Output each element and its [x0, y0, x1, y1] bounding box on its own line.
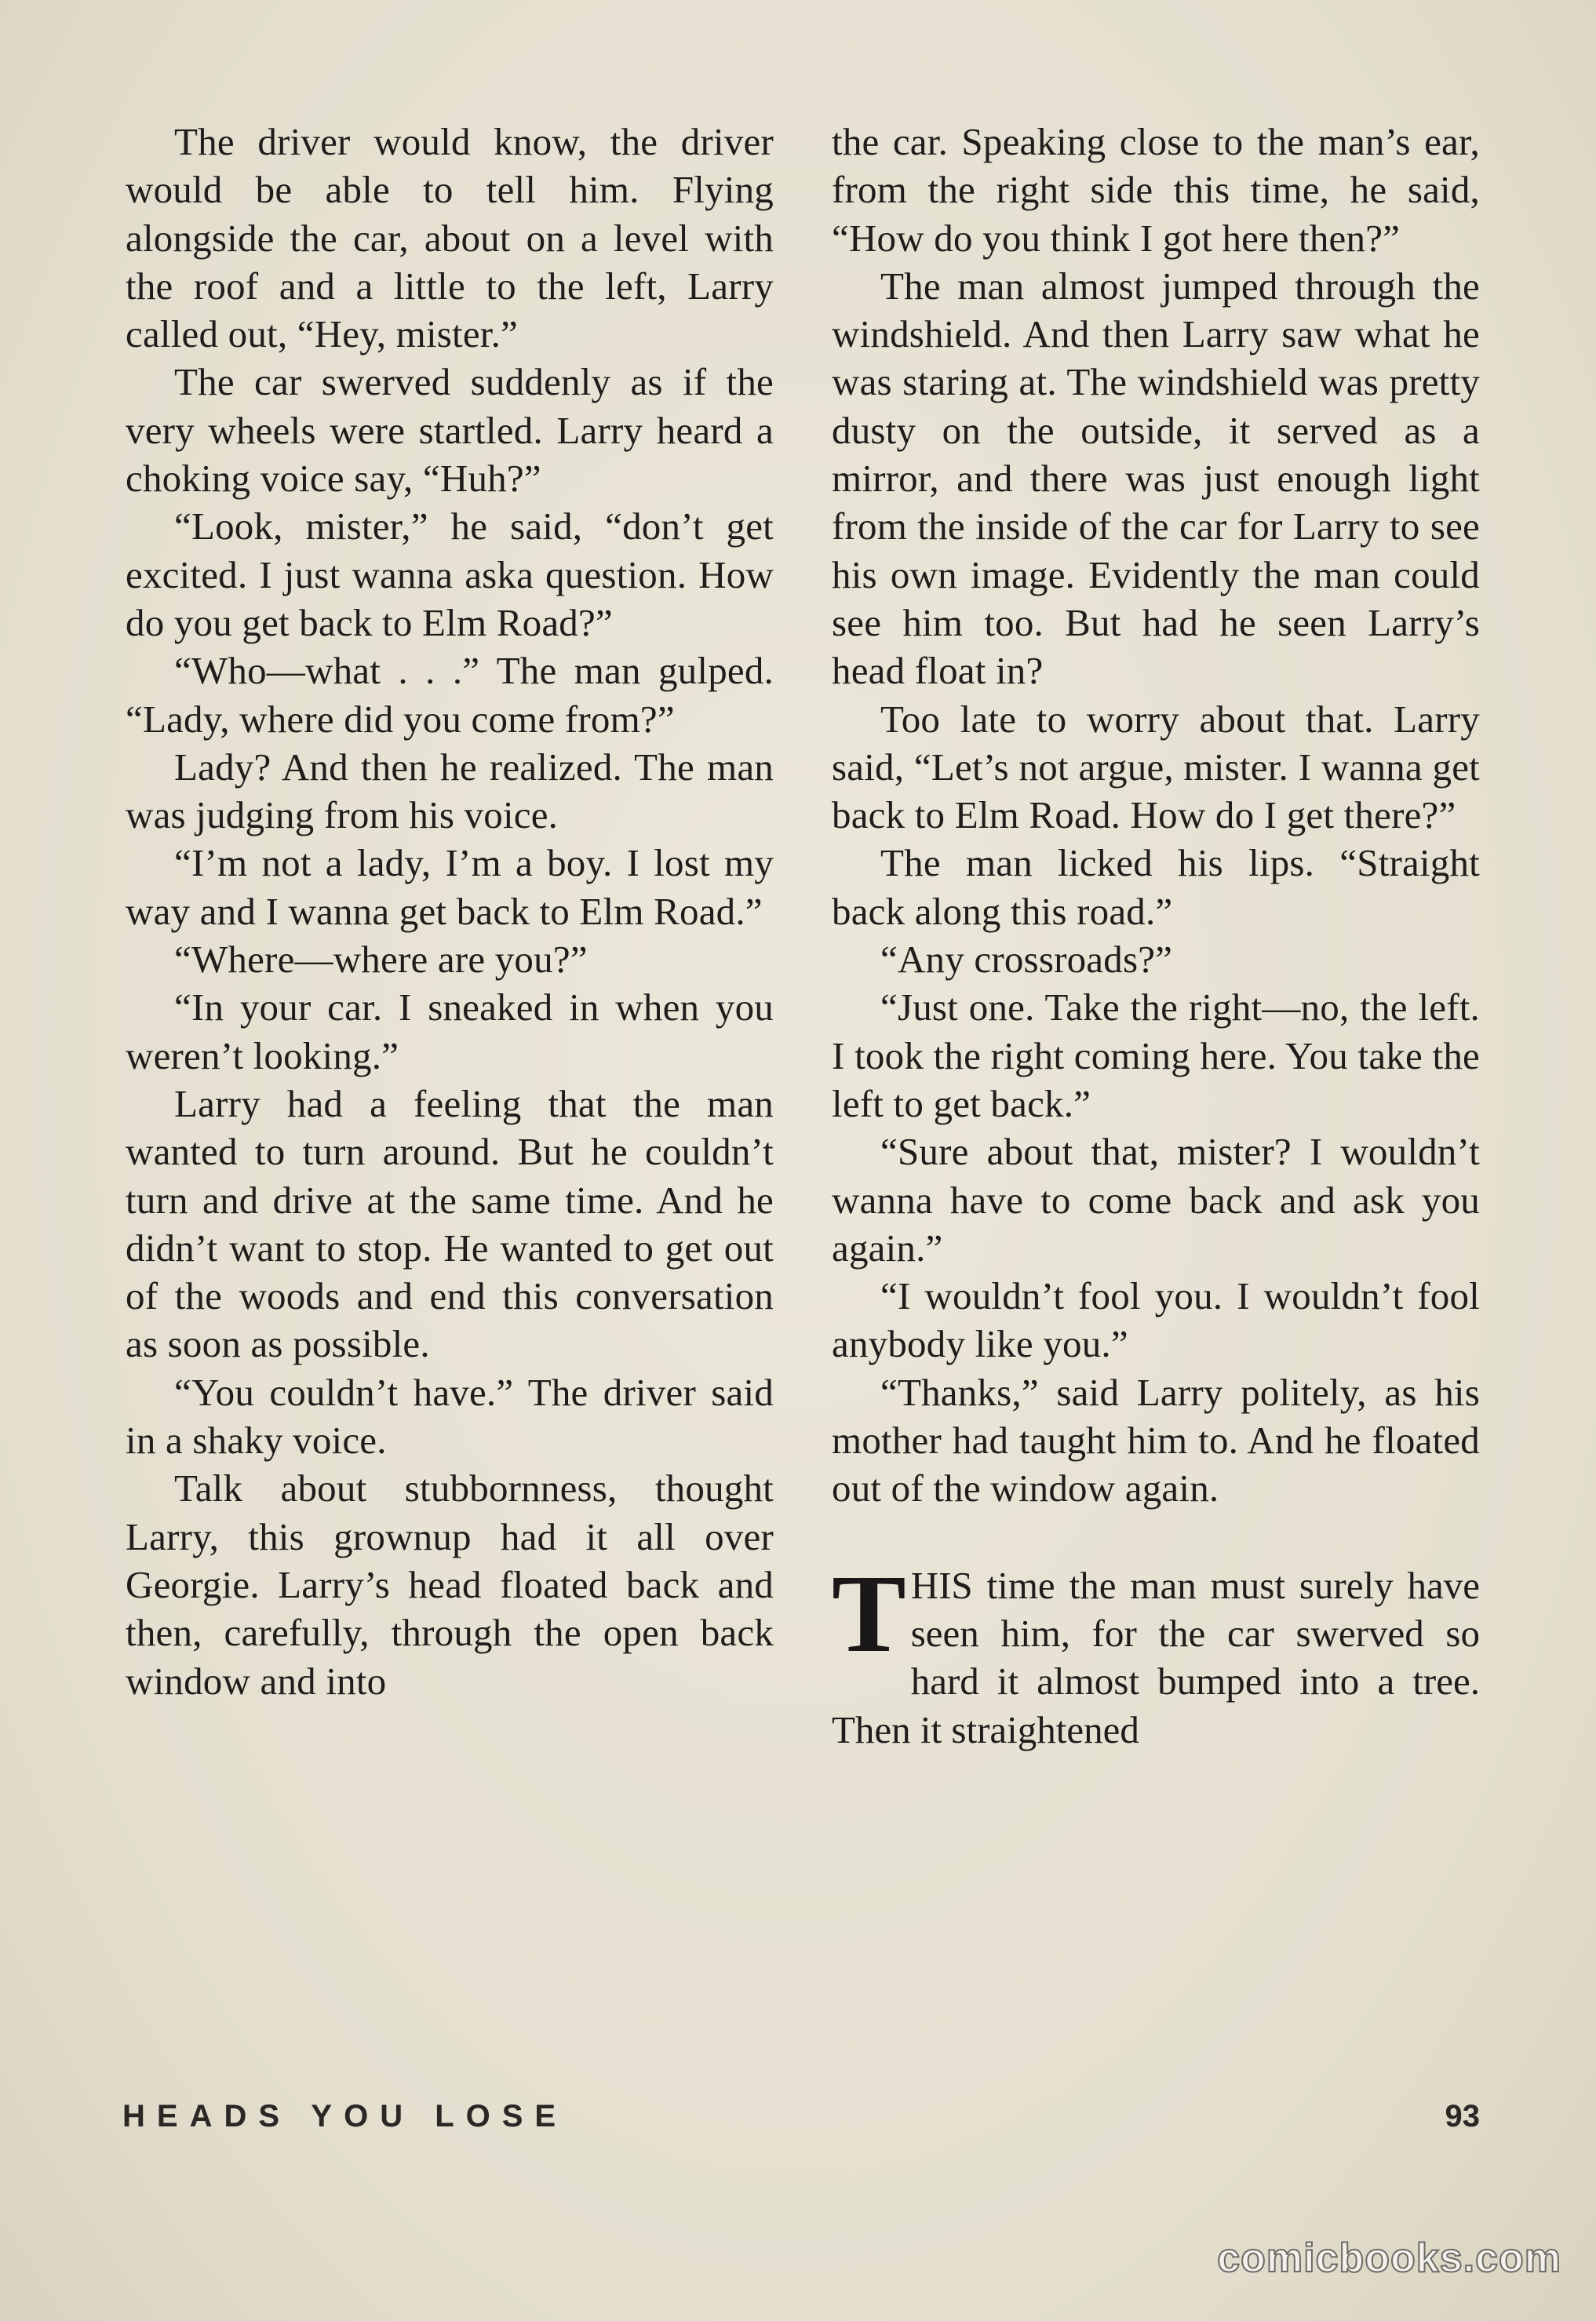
paragraph: The car swerved suddenly as if the very wheels were startled. Larry heard a choking voice say, “Huh?” [126, 360, 774, 501]
page-number: 93 [1445, 2099, 1480, 2133]
paragraph: Larry had a feeling that the man wanted to turn around. But he couldn’t turn and drive at the same time. And he didn’t want to stop. He wanted to get out of the woods and end this conversation as soon as possible. [126, 1081, 774, 1366]
paragraph: The man almost jumped through the windshield. And then Larry saw what he was staring at. The windshield was pretty dusty on the outside, it served as a mirror, and there was just enough light from the inside of the car for Larry to see his own image. Evidently the man could see him too. But had he seen Larry’s head float in? [832, 264, 1480, 693]
paragraph: Talk about stubbornness, thought Larry, this grownup had it all over Georgie. Larry’s head floated back and then, carefully, through the open back window and into [126, 1467, 774, 1703]
paragraph: “You couldn’t have.” The driver said in a shaky voice. [126, 1370, 774, 1463]
paragraph: Lady? And then he realized. The man was judging from his voice. [126, 745, 774, 837]
section-break [832, 1513, 1480, 1561]
paragraph: “Look, mister,” he said, “don’t get excited. I just wanna aska question. How do you get back to Elm Road?” [126, 505, 774, 644]
paragraph: Too late to worry about that. Larry said, “Let’s not argue, mister. I wanna get back to Elm Road. How do I get there?” [832, 697, 1480, 837]
paragraph: The man licked his lips. “Straight back along this road.” [832, 841, 1480, 933]
site-watermark: comicbooks.com [1217, 2235, 1561, 2281]
drop-cap: T [832, 1550, 906, 1675]
paragraph: “Sure about that, mister? I wouldn’t wanna have to come back and ask you again.” [832, 1130, 1480, 1270]
running-title: HEADS YOU LOSE [122, 2099, 568, 2133]
paragraph: “Thanks,” said Larry politely, as his mother had taught him to. And he floated out of the window again. [832, 1370, 1480, 1510]
paragraph: The driver would know, the driver would be able to tell him. Flying alongside the car, about on a level with the roof and a little to the left, Larry called out, “Hey, mister.” [126, 120, 774, 356]
paragraph: “In your car. I sneaked in when you weren’t looking.” [126, 986, 774, 1077]
paragraph: “Who—what . . .” The man gulped. “Lady, where did you come from?” [126, 649, 774, 741]
text-column-left [126, 118, 774, 1705]
page-footer [122, 2099, 1480, 2146]
paragraph-continued: the car. Speaking close to the man’s ear, from the right side this time, he said, “How do you think I got here then?” [832, 120, 1480, 260]
paragraph: “Just one. Take the right—no, the left. I took the right coming here. You take the left to get back.” [832, 986, 1480, 1125]
paragraph: “Any crossroads?” [880, 938, 1173, 982]
section-opening-text: HIS time the man must surely have seen him, for the car swerved so hard it almost bumped into a tree. Then it straightened [832, 1563, 1480, 1751]
paragraph: “Where—where are you?” [174, 938, 588, 982]
text-column-right [832, 118, 1480, 1754]
paragraph: “I’m not a lady, I’m a boy. I lost my way and I wanna get back to Elm Road.” [126, 841, 774, 933]
section-opening-paragraph [832, 1550, 1480, 1754]
paragraph: “I wouldn’t fool you. I wouldn’t fool anybody like you.” [832, 1274, 1480, 1366]
